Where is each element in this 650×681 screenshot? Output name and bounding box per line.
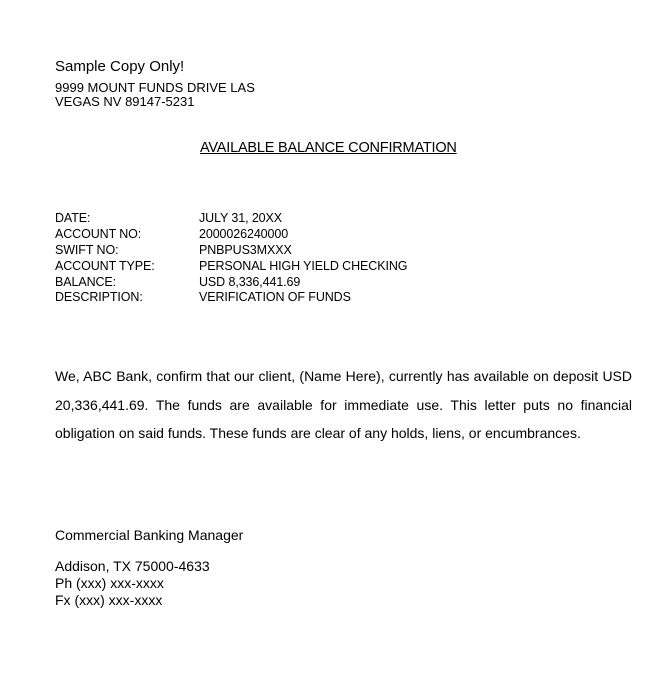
signoff-location: Addison, TX 75000-4633 — [55, 558, 210, 574]
field-label-description: DESCRIPTION: — [55, 290, 143, 304]
paragraph-text: We, ABC Bank, confirm that our client, — [55, 368, 300, 384]
field-label-account-type: ACCOUNT TYPE: — [55, 259, 155, 273]
field-value-description: VERIFICATION OF FUNDS — [199, 290, 351, 304]
field-label-account-no: ACCOUNT NO: — [55, 227, 142, 241]
field-label-swift-no: SWIFT NO: — [55, 243, 119, 257]
address-line-2: VEGAS NV 89147-5231 — [55, 94, 195, 109]
signoff-title: Commercial Banking Manager — [55, 527, 244, 543]
sample-copy-notice: Sample Copy Only! — [55, 58, 185, 75]
client-name-placeholder: (Name Here), — [299, 368, 385, 384]
field-value-account-type: PERSONAL HIGH YIELD CHECKING — [199, 259, 408, 273]
field-value-balance: USD 8,336,441.69 — [199, 275, 301, 289]
paragraph-text: currently has available on deposit USD — [384, 368, 633, 384]
address-line-1: 9999 MOUNT FUNDS DRIVE LAS — [55, 80, 255, 95]
signoff-phone: Ph (xxx) xxx-xxxx — [55, 575, 164, 591]
paragraph-line-2: 20,336,441.69. The funds are available for immediate use. This letter puts no financial — [55, 396, 632, 413]
field-value-swift-no: PNBPUS3MXXX — [199, 243, 292, 257]
paragraph-line-1 — [55, 362, 632, 391]
document-title: AVAILABLE BALANCE CONFIRMATION — [200, 140, 457, 156]
field-value-account-no: 2000026240000 — [199, 227, 289, 241]
field-value-date: JULY 31, 20XX — [199, 211, 283, 225]
confirmation-paragraph — [55, 362, 632, 448]
signoff-fax: Fx (xxx) xxx-xxxx — [55, 592, 163, 608]
field-label-date: DATE: — [55, 211, 91, 225]
paragraph-line-3: obligation on said funds. These funds are clear of any holds, liens, or encumbrances. — [55, 425, 581, 441]
field-label-balance: BALANCE: — [55, 275, 117, 289]
